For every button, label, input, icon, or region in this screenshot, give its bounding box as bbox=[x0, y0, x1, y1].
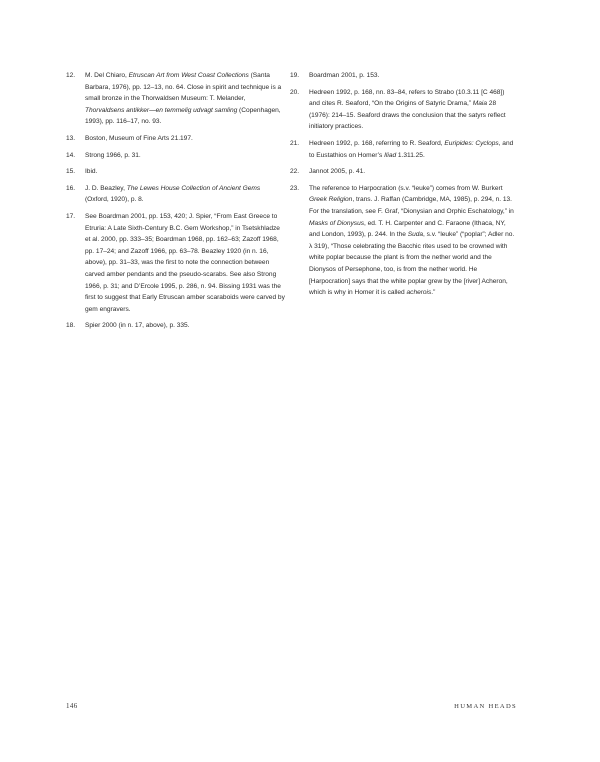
endnote bbox=[66, 70, 285, 128]
endnote-number: 16. bbox=[66, 184, 76, 192]
page-footer bbox=[66, 702, 517, 710]
endnote-text: Hedreen 1992, p. 168, nn. 83–84, refers to Strabo (10.3.11 [C 468]) and cites R. Seaford, “On the Origins of Satyric Drama,” Maia 28 (1976): 214–15. Seaford draws the conclusion that the satyrs reflect initiatory practices. bbox=[309, 88, 506, 131]
endnote bbox=[290, 87, 517, 133]
endnote bbox=[66, 150, 285, 162]
endnote-text: Spier 2000 (in n. 17, above), p. 335. bbox=[85, 322, 190, 330]
endnote-number: 22. bbox=[290, 168, 300, 176]
endnote-text: Jannot 2005, p. 41. bbox=[309, 168, 366, 176]
endnote-text: See Boardman 2001, pp. 153, 420; J. Spier, “From East Greece to Etruria: A Late Sixth-Century B.C. Gem Workshop,” in Tsetskhladze et al. 2000, pp. 333–35; Boardman 1968, pp. 162–63; Zazoff 1968, pp. 17–24; and Zazoff 1966, pp. 63–78. Beazley 1920 (in n. 16, above), pp. 31–33, was the first to note the connection between carved amber pendants and the pseudo-scarabs. See also Strong 1966, p. 31; and D’Ercole 1995, p. 286, n. 94. Bissing 1931 was the first to suggest that Early Etruscan amber scaraboids were carved by gem engravers. bbox=[85, 212, 285, 313]
page-number: 146 bbox=[66, 702, 78, 710]
endnote bbox=[66, 183, 285, 206]
endnote-text: Ibid. bbox=[85, 168, 98, 176]
endnote-text: Boston, Museum of Fine Arts 21.197. bbox=[85, 134, 193, 142]
endnote-text: The reference to Harpocration (s.v. “leuke”) comes from W. Burkert Greek Religion, trans. J. Raffan (Cambridge, MA, 1985), p. 294, n. 13. For the translation, see F. Graf, “Dionysian and Orphic Eschatology,” in Masks of Dionysus, ed. T. H. Carpenter and C. Faraone (Ithaca, NY, and London, 1993), p. 244. In the Suda, s.v. “leuke” (“poplar”; Adler no. λ 319), “Those celebrating the Bacchic rites used to be crowned with white poplar because the plant is from the nether world and the Dionysos of Persephone, too, is from the nether world. He [Harpocration] says that the white poplar grew by the [river] Acheron, which is why in Homer it is called acherois.” bbox=[309, 184, 515, 297]
endnote bbox=[290, 166, 517, 178]
endnote-number: 14. bbox=[66, 151, 76, 159]
endnote bbox=[290, 183, 517, 299]
endnote-number: 18. bbox=[66, 322, 76, 330]
endnote-number: 20. bbox=[290, 88, 300, 96]
endnote-text: Strong 1966, p. 31. bbox=[85, 151, 141, 159]
endnote-number: 15. bbox=[66, 168, 76, 176]
endnote bbox=[290, 138, 517, 161]
running-head: HUMAN HEADS bbox=[454, 703, 517, 710]
endnote-number: 21. bbox=[290, 139, 300, 147]
endnote bbox=[66, 133, 285, 145]
endnote bbox=[66, 166, 285, 178]
endnote bbox=[66, 211, 285, 315]
endnote-text: M. Del Chiaro, Etruscan Art from West Coast Collections (Santa Barbara, 1976), pp. 12–13, no. 64. Close in spirit and technique is a small bronze in the Thorwaldsen Museum: T. Melander, Thorvaldsens antikker—en temmelig udvagt samling (Copenhagen, 1993), pp. 116–17, no. 93. bbox=[85, 72, 282, 126]
endnote-text: J. D. Beazley, The Lewes House Collection of Ancient Gems (Oxford, 1920), p. 8. bbox=[85, 184, 261, 204]
endnote-number: 17. bbox=[66, 212, 76, 220]
endnote-number: 19. bbox=[290, 72, 300, 79]
endnotes-left-column bbox=[66, 70, 285, 337]
endnote-number: 13. bbox=[66, 134, 76, 142]
endnote-number: 12. bbox=[66, 72, 76, 79]
endnote bbox=[290, 70, 517, 82]
endnote-text: Hedreen 1992, p. 168, referring to R. Seaford, Euripides: Cyclops, and to Eustathios on Homer’s Iliad 1.311.25. bbox=[309, 139, 514, 159]
endnote-number: 23. bbox=[290, 184, 300, 192]
endnotes-right-column bbox=[290, 70, 517, 304]
endnote bbox=[66, 320, 285, 332]
endnote-text: Boardman 2001, p. 153. bbox=[309, 72, 380, 79]
